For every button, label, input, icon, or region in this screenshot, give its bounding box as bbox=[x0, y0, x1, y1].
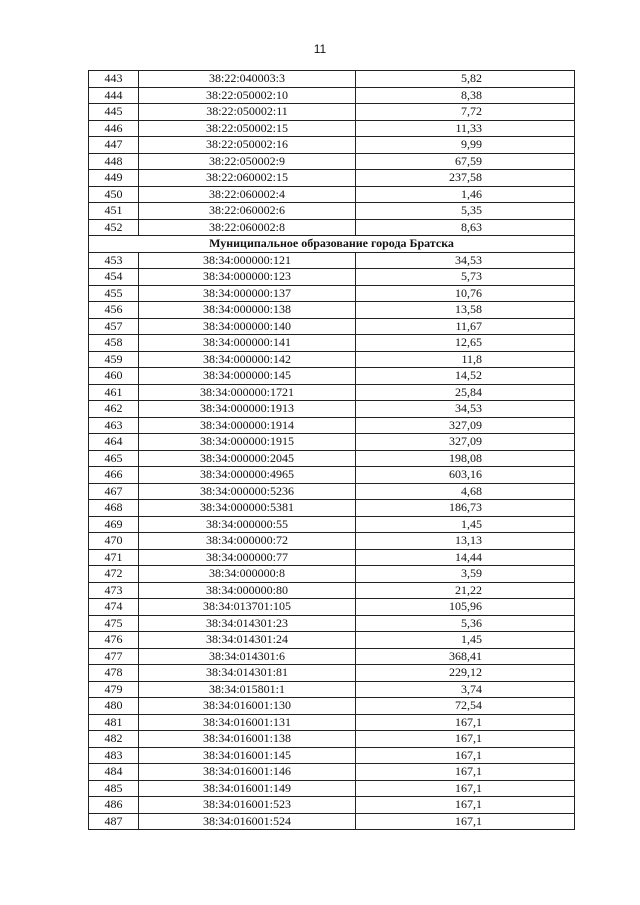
row-number-cell: 469 bbox=[89, 516, 139, 533]
cadastral-number-cell: 38:34:000000:1913 bbox=[139, 401, 356, 418]
cadastral-number-cell: 38:34:000000:72 bbox=[139, 533, 356, 550]
row-number-cell: 444 bbox=[89, 87, 139, 104]
area-cell: 5,82 bbox=[356, 71, 575, 88]
area-cell: 186,73 bbox=[356, 500, 575, 517]
row-number-cell: 458 bbox=[89, 335, 139, 352]
area-cell: 603,16 bbox=[356, 467, 575, 484]
table-row bbox=[89, 170, 575, 187]
row-number-cell: 451 bbox=[89, 203, 139, 220]
area-cell: 25,84 bbox=[356, 384, 575, 401]
table-row bbox=[89, 780, 575, 797]
cadastral-number-cell: 38:22:060002:8 bbox=[139, 219, 356, 236]
table-row bbox=[89, 450, 575, 467]
table-row bbox=[89, 582, 575, 599]
area-cell: 167,1 bbox=[356, 780, 575, 797]
cadastral-number-cell: 38:34:016001:145 bbox=[139, 747, 356, 764]
cadastral-number-cell: 38:34:000000:145 bbox=[139, 368, 356, 385]
cadastral-number-cell: 38:34:014301:6 bbox=[139, 648, 356, 665]
section-header-row bbox=[89, 236, 575, 253]
table-row bbox=[89, 714, 575, 731]
section-header-group bbox=[89, 236, 575, 253]
table-row bbox=[89, 747, 575, 764]
cadastral-number-cell: 38:22:060002:15 bbox=[139, 170, 356, 187]
table-row bbox=[89, 285, 575, 302]
row-number-cell: 484 bbox=[89, 764, 139, 781]
row-number-cell: 478 bbox=[89, 665, 139, 682]
area-cell: 8,38 bbox=[356, 87, 575, 104]
cadastral-number-cell: 38:22:050002:10 bbox=[139, 87, 356, 104]
area-cell: 8,63 bbox=[356, 219, 575, 236]
cadastral-number-cell: 38:34:000000:77 bbox=[139, 549, 356, 566]
area-cell: 237,58 bbox=[356, 170, 575, 187]
table-row bbox=[89, 764, 575, 781]
table-row bbox=[89, 797, 575, 814]
row-number-cell: 474 bbox=[89, 599, 139, 616]
area-cell: 11,8 bbox=[356, 351, 575, 368]
area-cell: 327,09 bbox=[356, 434, 575, 451]
cadastral-number-cell: 38:34:016001:146 bbox=[139, 764, 356, 781]
area-cell: 167,1 bbox=[356, 764, 575, 781]
table-row bbox=[89, 137, 575, 154]
cadastral-number-cell: 38:22:040003:3 bbox=[139, 71, 356, 88]
cadastral-number-cell: 38:34:000000:138 bbox=[139, 302, 356, 319]
row-number-cell: 449 bbox=[89, 170, 139, 187]
row-number-cell: 472 bbox=[89, 566, 139, 583]
table-row bbox=[89, 120, 575, 137]
cadastral-number-cell: 38:34:000000:121 bbox=[139, 252, 356, 269]
page-number: 11 bbox=[313, 42, 327, 56]
cadastral-number-cell: 38:22:050002:15 bbox=[139, 120, 356, 137]
area-cell: 21,22 bbox=[356, 582, 575, 599]
table-body-before-section bbox=[89, 71, 575, 236]
row-number-cell: 447 bbox=[89, 137, 139, 154]
table-row bbox=[89, 368, 575, 385]
table-row bbox=[89, 599, 575, 616]
row-number-cell: 479 bbox=[89, 681, 139, 698]
cadastral-number-cell: 38:34:000000:2045 bbox=[139, 450, 356, 467]
area-cell: 5,35 bbox=[356, 203, 575, 220]
table-row bbox=[89, 71, 575, 88]
cadastral-number-cell: 38:22:060002:4 bbox=[139, 186, 356, 203]
row-number-cell: 487 bbox=[89, 813, 139, 830]
area-cell: 167,1 bbox=[356, 714, 575, 731]
area-cell: 3,74 bbox=[356, 681, 575, 698]
cadastral-number-cell: 38:22:060002:6 bbox=[139, 203, 356, 220]
row-number-cell: 486 bbox=[89, 797, 139, 814]
area-cell: 72,54 bbox=[356, 698, 575, 715]
cadastral-number-cell: 38:22:050002:16 bbox=[139, 137, 356, 154]
area-cell: 105,96 bbox=[356, 599, 575, 616]
cadastral-number-cell: 38:34:014301:23 bbox=[139, 615, 356, 632]
row-number-cell: 463 bbox=[89, 417, 139, 434]
table-row bbox=[89, 434, 575, 451]
cadastral-number-cell: 38:34:000000:1721 bbox=[139, 384, 356, 401]
row-number-cell: 460 bbox=[89, 368, 139, 385]
cadastral-number-cell: 38:34:000000:141 bbox=[139, 335, 356, 352]
table-row bbox=[89, 104, 575, 121]
row-number-cell: 456 bbox=[89, 302, 139, 319]
table-row bbox=[89, 632, 575, 649]
row-number-cell: 471 bbox=[89, 549, 139, 566]
area-cell: 4,68 bbox=[356, 483, 575, 500]
cadastral-number-cell: 38:34:014301:81 bbox=[139, 665, 356, 682]
table-row bbox=[89, 549, 575, 566]
row-number-cell: 443 bbox=[89, 71, 139, 88]
table-row bbox=[89, 533, 575, 550]
area-cell: 5,73 bbox=[356, 269, 575, 286]
table-row bbox=[89, 516, 575, 533]
area-cell: 11,33 bbox=[356, 120, 575, 137]
table-row bbox=[89, 467, 575, 484]
table-row bbox=[89, 615, 575, 632]
area-cell: 167,1 bbox=[356, 813, 575, 830]
row-number-cell: 468 bbox=[89, 500, 139, 517]
cadastral-number-cell: 38:34:000000:137 bbox=[139, 285, 356, 302]
table-row bbox=[89, 698, 575, 715]
cadastral-number-cell: 38:34:000000:123 bbox=[139, 269, 356, 286]
table-row bbox=[89, 665, 575, 682]
cadastral-number-cell: 38:22:050002:11 bbox=[139, 104, 356, 121]
table-row bbox=[89, 813, 575, 830]
row-number-cell: 480 bbox=[89, 698, 139, 715]
row-number-cell: 470 bbox=[89, 533, 139, 550]
area-cell: 13,13 bbox=[356, 533, 575, 550]
area-cell: 5,36 bbox=[356, 615, 575, 632]
row-number-cell: 454 bbox=[89, 269, 139, 286]
area-cell: 34,53 bbox=[356, 401, 575, 418]
row-number-cell: 485 bbox=[89, 780, 139, 797]
area-cell: 67,59 bbox=[356, 153, 575, 170]
section-title: Муниципальное образование города Братска bbox=[89, 236, 575, 253]
cadastral-number-cell: 38:34:000000:5381 bbox=[139, 500, 356, 517]
row-number-cell: 464 bbox=[89, 434, 139, 451]
row-number-cell: 459 bbox=[89, 351, 139, 368]
table-row bbox=[89, 401, 575, 418]
cadastral-number-cell: 38:34:015801:1 bbox=[139, 681, 356, 698]
row-number-cell: 465 bbox=[89, 450, 139, 467]
row-number-cell: 461 bbox=[89, 384, 139, 401]
table-row bbox=[89, 302, 575, 319]
table-row bbox=[89, 335, 575, 352]
cadastral-number-cell: 38:22:050002:9 bbox=[139, 153, 356, 170]
area-cell: 1,46 bbox=[356, 186, 575, 203]
table-row bbox=[89, 269, 575, 286]
area-cell: 1,45 bbox=[356, 516, 575, 533]
row-number-cell: 455 bbox=[89, 285, 139, 302]
table-row bbox=[89, 648, 575, 665]
land-plot-table bbox=[88, 70, 575, 830]
table-row bbox=[89, 731, 575, 748]
table-row bbox=[89, 252, 575, 269]
cadastral-number-cell: 38:34:013701:105 bbox=[139, 599, 356, 616]
table-body-after-section bbox=[89, 252, 575, 830]
row-number-cell: 445 bbox=[89, 104, 139, 121]
area-cell: 229,12 bbox=[356, 665, 575, 682]
row-number-cell: 446 bbox=[89, 120, 139, 137]
area-cell: 1,45 bbox=[356, 632, 575, 649]
table-row bbox=[89, 483, 575, 500]
table-row bbox=[89, 203, 575, 220]
row-number-cell: 453 bbox=[89, 252, 139, 269]
table-row bbox=[89, 500, 575, 517]
row-number-cell: 466 bbox=[89, 467, 139, 484]
cadastral-number-cell: 38:34:000000:142 bbox=[139, 351, 356, 368]
row-number-cell: 462 bbox=[89, 401, 139, 418]
cadastral-number-cell: 38:34:000000:1914 bbox=[139, 417, 356, 434]
area-cell: 167,1 bbox=[356, 747, 575, 764]
row-number-cell: 481 bbox=[89, 714, 139, 731]
area-cell: 7,72 bbox=[356, 104, 575, 121]
cadastral-number-cell: 38:34:016001:523 bbox=[139, 797, 356, 814]
row-number-cell: 483 bbox=[89, 747, 139, 764]
area-cell: 167,1 bbox=[356, 731, 575, 748]
cadastral-number-cell: 38:34:016001:524 bbox=[139, 813, 356, 830]
cadastral-number-cell: 38:34:000000:1915 bbox=[139, 434, 356, 451]
row-number-cell: 473 bbox=[89, 582, 139, 599]
cadastral-number-cell: 38:34:000000:80 bbox=[139, 582, 356, 599]
cadastral-number-cell: 38:34:000000:140 bbox=[139, 318, 356, 335]
area-cell: 167,1 bbox=[356, 797, 575, 814]
cadastral-number-cell: 38:34:000000:8 bbox=[139, 566, 356, 583]
area-cell: 13,58 bbox=[356, 302, 575, 319]
row-number-cell: 476 bbox=[89, 632, 139, 649]
table-row bbox=[89, 417, 575, 434]
cadastral-number-cell: 38:34:016001:149 bbox=[139, 780, 356, 797]
area-cell: 14,44 bbox=[356, 549, 575, 566]
table-row bbox=[89, 318, 575, 335]
cadastral-number-cell: 38:34:016001:130 bbox=[139, 698, 356, 715]
table-row bbox=[89, 186, 575, 203]
row-number-cell: 450 bbox=[89, 186, 139, 203]
row-number-cell: 477 bbox=[89, 648, 139, 665]
table-row bbox=[89, 219, 575, 236]
table-row bbox=[89, 566, 575, 583]
table-row bbox=[89, 384, 575, 401]
table-row bbox=[89, 681, 575, 698]
cadastral-number-cell: 38:34:014301:24 bbox=[139, 632, 356, 649]
table-row bbox=[89, 351, 575, 368]
row-number-cell: 448 bbox=[89, 153, 139, 170]
table-row bbox=[89, 87, 575, 104]
cadastral-number-cell: 38:34:000000:5236 bbox=[139, 483, 356, 500]
area-cell: 3,59 bbox=[356, 566, 575, 583]
row-number-cell: 482 bbox=[89, 731, 139, 748]
area-cell: 10,76 bbox=[356, 285, 575, 302]
cadastral-number-cell: 38:34:016001:138 bbox=[139, 731, 356, 748]
area-cell: 198,08 bbox=[356, 450, 575, 467]
row-number-cell: 467 bbox=[89, 483, 139, 500]
area-cell: 9,99 bbox=[356, 137, 575, 154]
area-cell: 34,53 bbox=[356, 252, 575, 269]
row-number-cell: 452 bbox=[89, 219, 139, 236]
area-cell: 327,09 bbox=[356, 417, 575, 434]
area-cell: 12,65 bbox=[356, 335, 575, 352]
row-number-cell: 457 bbox=[89, 318, 139, 335]
area-cell: 14,52 bbox=[356, 368, 575, 385]
area-cell: 11,67 bbox=[356, 318, 575, 335]
cadastral-number-cell: 38:34:000000:4965 bbox=[139, 467, 356, 484]
cadastral-number-cell: 38:34:016001:131 bbox=[139, 714, 356, 731]
cadastral-number-cell: 38:34:000000:55 bbox=[139, 516, 356, 533]
table-row bbox=[89, 153, 575, 170]
row-number-cell: 475 bbox=[89, 615, 139, 632]
area-cell: 368,41 bbox=[356, 648, 575, 665]
